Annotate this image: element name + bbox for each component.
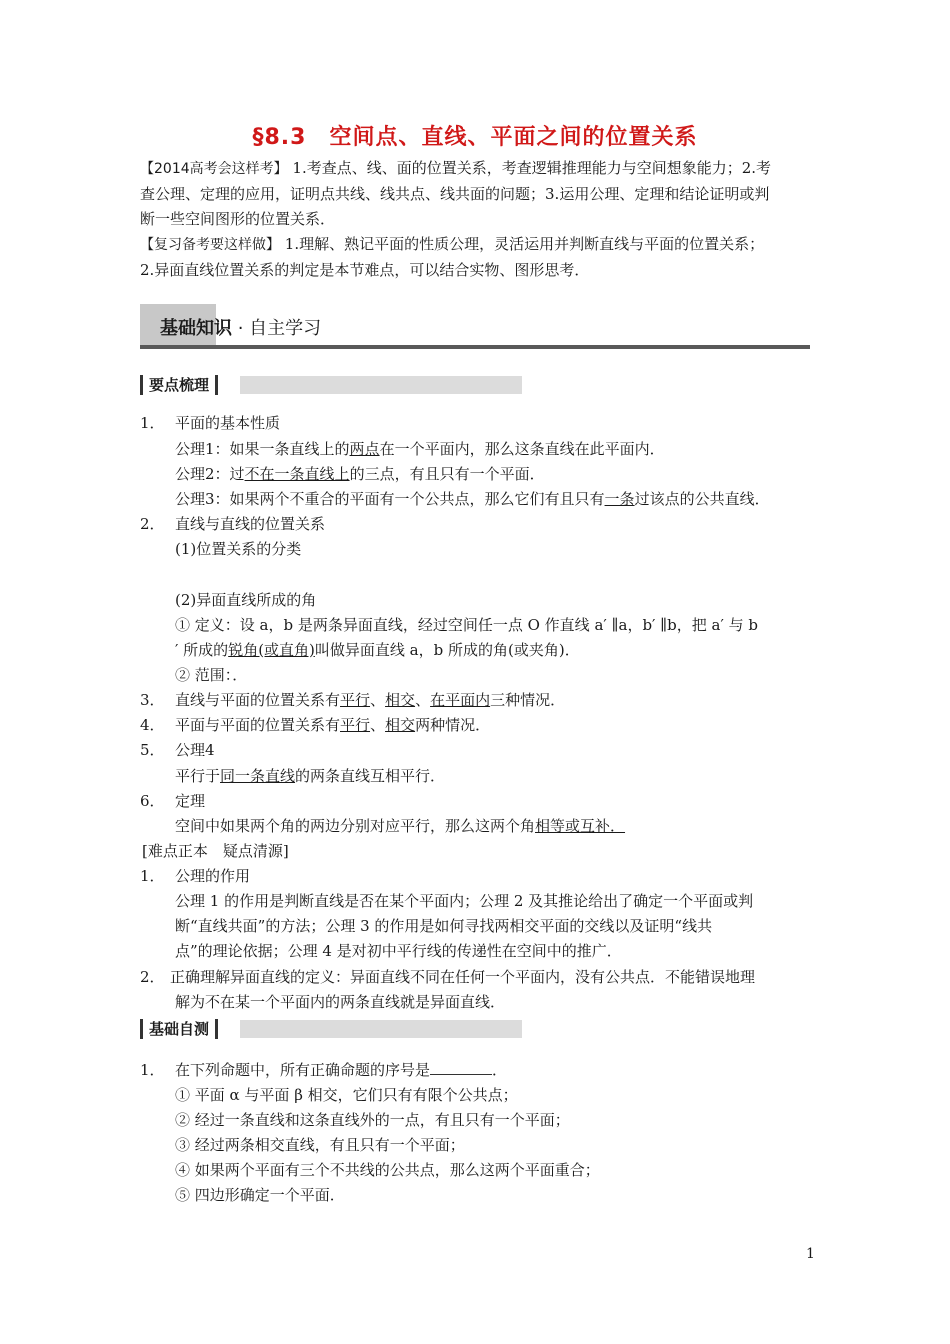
exam-line-3: 断一些空间图形的位置关系．: [140, 210, 336, 228]
difficulty-heading: [难点正本 疑点清源]: [142, 842, 289, 860]
option-4: ④ 如果两个平面有三个不共线的公共点，那么这两个平面重合；: [175, 1161, 600, 1179]
axiom-2: 公理2：过不在一条直线上的三点，有且只有一个平面．: [175, 465, 545, 483]
heading-line-line: 直线与直线的位置关系: [175, 515, 326, 533]
subsection-key-points: 要点梳理: [140, 375, 522, 395]
range: ② 范围：．: [175, 666, 248, 684]
axiom-role-p1: 公理 1 的作用是判断直线是否在某个平面内；公理 2 及其推论给出了确定一个平面或判: [175, 892, 754, 910]
axiom-1: 公理1：如果一条直线上的两点在一个平面内，那么这条直线在此平面内．: [175, 440, 665, 458]
skew-definition-p2: 解为不在某一个平面内的两条直线就是异面直线．: [175, 993, 506, 1011]
exam-line-1: 【2014高考会这样考】 1.考查点、线、面的位置关系，考查逻辑推理能力与空间想象能力；2.考: [140, 159, 772, 177]
definition-line-1: ① 定义：设 a，b 是两条异面直线，经过空间任一点 O 作直线 a′ ∥a，b′ ∥b，把 a′ 与 b: [175, 616, 759, 634]
section-header: 基础知识 · 自主学习: [140, 304, 810, 350]
answer-blank[interactable]: [430, 1060, 492, 1075]
section-title-rest: 自主学习: [249, 318, 322, 339]
heading-axiom-4: 公理4: [175, 741, 215, 759]
plane-plane-relations: 平面与平面的位置关系有平行、相交两种情况．: [175, 716, 491, 734]
heading-theorem: 定理: [175, 792, 206, 810]
review-line-1: 【复习备考要这样做】 1.理解、熟记平面的性质公理，灵活运用并判断直线与平面的位置关系；: [140, 235, 765, 253]
section-title-bold: 基础知识: [160, 318, 232, 339]
option-1: ① 平面 α 与平面 β 相交，它们只有有限个公共点；: [175, 1086, 518, 1104]
skew-angle: (2)异面直线所成的角: [175, 591, 317, 609]
option-2: ② 经过一条直线和这条直线外的一点，有且只有一个平面；: [175, 1111, 570, 1129]
review-line-2: 2.异面直线位置关系的判定是本节难点，可以结合实物、图形思考．: [140, 261, 590, 279]
heading-plane-properties: 平面的基本性质: [175, 414, 281, 432]
theorem: 空间中如果两个角的两边分别对应平行，那么这两个角相等或互补．: [175, 817, 626, 835]
page-title: §8.3 空间点、直线、平面之间的位置关系: [252, 125, 698, 150]
axiom-role-p3: 点”的理论依据；公理 4 是对初中平行线的传递性在空间中的推广．: [175, 942, 622, 960]
axiom-role-p2: 断“直线共面”的方法；公理 3 的作用是如何寻找两相交平面的交线以及证明“线共: [175, 917, 713, 935]
axiom-4: 平行于同一条直线的两条直线互相平行．: [175, 767, 446, 785]
line-plane-relations: 直线与平面的位置关系有平行、相交、在平面内三种情况．: [175, 691, 566, 709]
skew-definition-p1: 正确理解异面直线的定义：异面直线不同在任何一个平面内，没有公共点．不能错误地理: [170, 968, 756, 986]
axiom-3: 公理3：如果两个不重合的平面有一个公共点，那么它们有且只有一条过该点的公共直线．: [175, 490, 770, 508]
exam-intro: [140, 156, 812, 283]
question-1: 在下列命题中，所有正确命题的序号是 ．: [175, 1061, 508, 1079]
page-number: 1: [806, 1246, 815, 1262]
axiom-role-heading: 公理的作用: [175, 867, 251, 885]
subsection-self-test: 基础自测: [140, 1019, 522, 1039]
classification: (1)位置关系的分类: [175, 540, 302, 558]
option-5: ⑤ 四边形确定一个平面．: [175, 1186, 345, 1204]
document-page: §8.3 空间点、直线、平面之间的位置关系 【2014高考会这样考】 1.考查点、线、面的位置关系，考查逻辑推理能力与空间想象能力；2.考 查公理、定理的应用，证明点共线、线共点、线共面的问题；3.运用公理、定理和结论证明或判 断一些空间图形的位置关系． 【复习备考要这样做】 1.理解、熟记平面的性质公理，灵活运用并判断直线与平面的位置关系； 2.异面直线位置关系的判定是本节难点，可以结合实物、图形思考． 基础知识 · 自主学习 要点梳理 1． 平面的基本性质 公理1：如果一条直线上的两点在一个平面内，那么这条直线在此平面内． 公理2：过不在一条直线上的三点，有且只有一个平面． 公理3：如果两个不重合的平面有一个公共点，那么它们有且只有一条过该点的公共直线． 2． 直线与直线的位置关系 (1)位置关系的分类 (2)异面直线所成的角 ① 定义：设 a，b 是两条异面直线，经过空间任一点 O 作直线 a′ ∥a，b′ ∥b，把 a′ 与 b ′ 所成的锐角(或直角)叫做异面直线 a，b 所成的角(或夹角)． ② 范围：． 3． 直线与平面的位置关系有平行、相交、在平面内三种情况． 4． 平面与平面的位置关系有平行、相交两种情况． 5． 公理4 平行于同一条直线的两条直线互相平行． 6． 定理 空间中如果两个角的两边分别对应平行，那么这两个角相等或互补． [难点正本 疑点清源] 1． 公理的作用 公理 1 的作用是判断直线是否在某个平面内；公理 2 及其推论给出了确定一个平面或判 断“直线共面”的方法；公理 3 的作用是如何寻找两相交平面的交线以及证明“线共 点”的理论依据；公理 4 是对初中平行线的传递性在空间中的推广． 2． 正确理解异面直线的定义：异面直线不同在任何一个平面内，没有公共点．不能错误地理 解为不在某一个平面内的两条直线就是异面直线． 基础自测 1． 在下列命题中，所有正确命题的序号是 ． ① 平面 α 与平面 β 相交，它们只有有限个公共点； ② 经过一条直线和这条直线外的一点，有且只有一个平面； ③ 经过两条相交直线，有且只有一个平面； ④ 如果两个平面有三个不共线的公共点，那么这两个平面重合； ⑤ 四边形确定一个平面． 1: [0, 0, 950, 1344]
option-3: ③ 经过两条相交直线，有且只有一个平面；: [175, 1136, 465, 1154]
exam-line-2: 查公理、定理的应用，证明点共线、线共点、线共面的问题；3.运用公理、定理和结论证明或判: [140, 185, 770, 203]
definition-line-2: ′ 所成的锐角(或直角)叫做异面直线 a，b 所成的角(或夹角)．: [175, 641, 580, 659]
